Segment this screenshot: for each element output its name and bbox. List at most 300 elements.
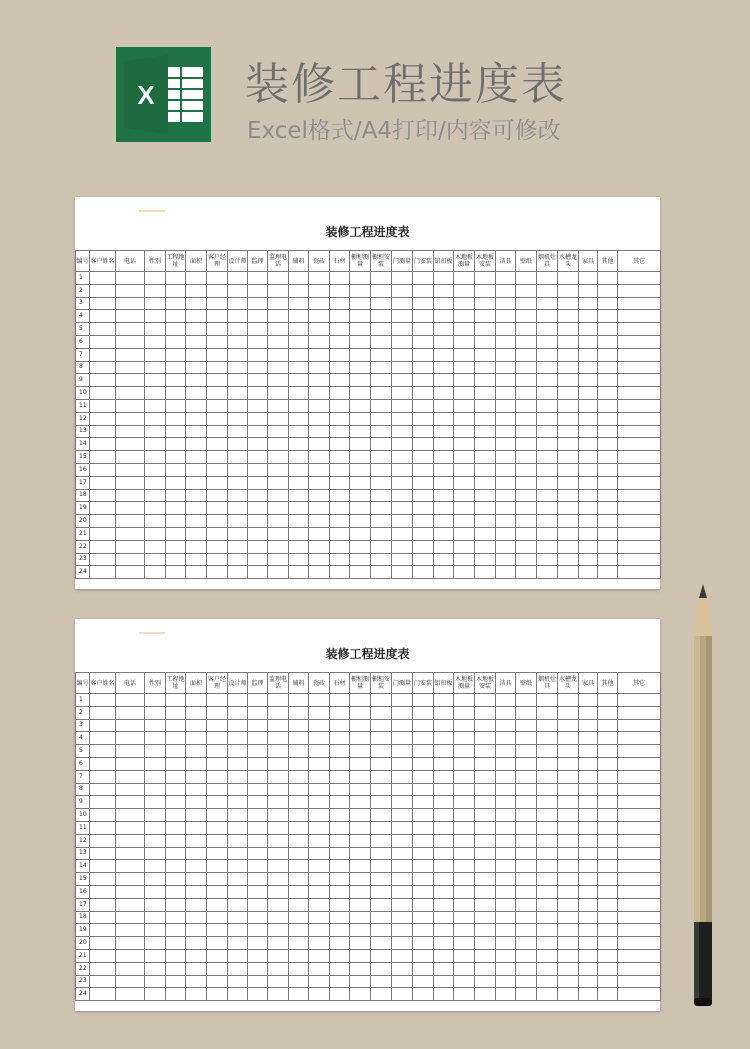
table-cell <box>330 515 350 528</box>
table-cell <box>413 847 434 860</box>
table-cell <box>434 719 454 732</box>
table-cell <box>268 451 289 464</box>
table-cell <box>90 834 116 847</box>
table-cell <box>475 821 496 834</box>
column-header: 客户经理 <box>207 251 228 272</box>
table-cell <box>207 502 228 515</box>
table-cell <box>116 284 145 297</box>
table-cell <box>350 399 371 412</box>
column-header: 橱柜测量 <box>350 673 371 694</box>
table-cell <box>350 272 371 285</box>
table-cell <box>496 745 516 758</box>
table-cell <box>413 937 434 950</box>
table-cell <box>116 706 145 719</box>
table-cell <box>558 399 579 412</box>
table-cell <box>350 553 371 566</box>
table-cell <box>248 438 268 451</box>
table-cell <box>598 297 618 310</box>
table-cell <box>579 310 598 323</box>
table-cell <box>454 898 475 911</box>
table-cell <box>207 745 228 758</box>
table-cell <box>268 284 289 297</box>
table-cell <box>186 476 207 489</box>
table-cell <box>371 911 392 924</box>
table-cell <box>371 348 392 361</box>
table-cell <box>309 425 330 438</box>
table-cell <box>289 476 309 489</box>
table-cell <box>268 438 289 451</box>
table-cell <box>207 553 228 566</box>
table-cell <box>145 540 166 553</box>
row-number: 14 <box>76 438 90 451</box>
table-row <box>76 796 661 809</box>
table-cell <box>90 719 116 732</box>
table-cell <box>454 694 475 707</box>
table-cell <box>350 515 371 528</box>
table-cell <box>618 566 661 579</box>
table-cell <box>579 949 598 962</box>
table-cell <box>268 412 289 425</box>
table-cell <box>186 412 207 425</box>
table-cell <box>371 310 392 323</box>
table-cell <box>496 323 516 336</box>
table-row <box>76 706 661 719</box>
table-cell <box>268 425 289 438</box>
table-cell <box>579 937 598 950</box>
table-cell <box>268 847 289 860</box>
row-number: 22 <box>76 540 90 553</box>
table-cell <box>475 348 496 361</box>
table-row <box>76 438 661 451</box>
table-cell <box>145 284 166 297</box>
table-cell <box>537 745 558 758</box>
table-cell <box>537 898 558 911</box>
table-cell <box>496 873 516 886</box>
table-cell <box>454 284 475 297</box>
table-cell <box>516 284 537 297</box>
table-cell <box>90 924 116 937</box>
table-cell <box>289 399 309 412</box>
table-cell <box>558 924 579 937</box>
table-cell <box>516 553 537 566</box>
table-cell <box>309 323 330 336</box>
table-cell <box>268 719 289 732</box>
table-cell <box>116 809 145 822</box>
table-cell <box>537 489 558 502</box>
table-cell <box>248 834 268 847</box>
column-header: 性别 <box>145 251 166 272</box>
table-cell <box>434 323 454 336</box>
table-cell <box>434 783 454 796</box>
table-cell <box>598 898 618 911</box>
table-cell <box>330 438 350 451</box>
table-cell <box>392 553 413 566</box>
table-cell <box>496 540 516 553</box>
table-cell <box>330 757 350 770</box>
table-cell <box>618 399 661 412</box>
table-cell <box>330 694 350 707</box>
table-cell <box>537 988 558 1001</box>
table-cell <box>248 489 268 502</box>
table-row <box>76 962 661 975</box>
table-cell <box>228 374 248 387</box>
table-cell <box>434 399 454 412</box>
table-cell <box>454 745 475 758</box>
table-cell <box>350 732 371 745</box>
table-cell <box>454 821 475 834</box>
table-cell <box>186 821 207 834</box>
row-number: 13 <box>76 425 90 438</box>
table-cell <box>248 476 268 489</box>
table-cell <box>309 988 330 1001</box>
table-cell <box>186 873 207 886</box>
table-cell <box>289 323 309 336</box>
table-cell <box>90 975 116 988</box>
table-cell <box>516 310 537 323</box>
table-cell <box>248 975 268 988</box>
table-row <box>76 834 661 847</box>
table-cell <box>413 335 434 348</box>
table-cell <box>145 297 166 310</box>
table-cell <box>289 745 309 758</box>
table-cell <box>116 527 145 540</box>
table-cell <box>558 489 579 502</box>
column-header: 石材 <box>330 251 350 272</box>
table-cell <box>330 272 350 285</box>
table-cell <box>475 988 496 1001</box>
table-cell <box>516 873 537 886</box>
table-cell <box>207 719 228 732</box>
table-cell <box>248 706 268 719</box>
table-cell <box>496 796 516 809</box>
row-number: 10 <box>76 809 90 822</box>
table-row <box>76 745 661 758</box>
table-cell <box>598 272 618 285</box>
table-cell <box>330 719 350 732</box>
table-cell <box>289 361 309 374</box>
table-cell <box>289 272 309 285</box>
table-cell <box>207 399 228 412</box>
table-cell <box>145 706 166 719</box>
table-cell <box>309 949 330 962</box>
column-header: 水槽龙头 <box>558 673 579 694</box>
table-cell <box>350 745 371 758</box>
column-header: 橱柜安装 <box>371 673 392 694</box>
table-cell <box>558 412 579 425</box>
table-cell <box>579 502 598 515</box>
table-cell <box>496 770 516 783</box>
table-cell <box>558 975 579 988</box>
column-header: 瓷砖 <box>309 673 330 694</box>
table-cell <box>166 757 186 770</box>
table-cell <box>434 847 454 860</box>
table-cell <box>248 988 268 1001</box>
table-cell <box>166 310 186 323</box>
table-cell <box>228 834 248 847</box>
table-cell <box>475 898 496 911</box>
table-cell <box>392 796 413 809</box>
table-cell <box>434 502 454 515</box>
table-cell <box>371 387 392 400</box>
table-cell <box>350 873 371 886</box>
table-cell <box>392 476 413 489</box>
table-cell <box>116 975 145 988</box>
table-cell <box>516 757 537 770</box>
table-cell <box>413 757 434 770</box>
table-cell <box>268 860 289 873</box>
table-cell <box>166 476 186 489</box>
table-cell <box>618 425 661 438</box>
column-header: 家具 <box>579 251 598 272</box>
column-header: 电话 <box>116 673 145 694</box>
table-cell <box>618 757 661 770</box>
table-cell <box>248 374 268 387</box>
table-cell <box>228 975 248 988</box>
table-cell <box>434 949 454 962</box>
table-cell <box>558 348 579 361</box>
table-cell <box>558 885 579 898</box>
table-cell <box>618 975 661 988</box>
table-cell <box>166 284 186 297</box>
table-cell <box>598 438 618 451</box>
column-header: 木地板安装 <box>475 673 496 694</box>
table-cell <box>90 821 116 834</box>
table-cell <box>516 335 537 348</box>
table-cell <box>330 489 350 502</box>
table-cell <box>537 873 558 886</box>
row-number: 11 <box>76 821 90 834</box>
table-cell <box>598 783 618 796</box>
table-row <box>76 515 661 528</box>
table-cell <box>413 706 434 719</box>
table-cell <box>413 387 434 400</box>
table-cell <box>618 783 661 796</box>
table-cell <box>371 540 392 553</box>
table-cell <box>350 348 371 361</box>
table-cell <box>309 847 330 860</box>
table-cell <box>413 451 434 464</box>
table-cell <box>537 911 558 924</box>
table-cell <box>289 438 309 451</box>
table-cell <box>475 463 496 476</box>
table-cell <box>392 515 413 528</box>
table-cell <box>454 873 475 886</box>
table-cell <box>228 412 248 425</box>
table-cell <box>248 796 268 809</box>
table-cell <box>309 937 330 950</box>
table-cell <box>392 387 413 400</box>
table-cell <box>516 937 537 950</box>
table-cell <box>289 732 309 745</box>
table-cell <box>537 937 558 950</box>
column-header: 监理电话 <box>268 251 289 272</box>
table-cell <box>90 451 116 464</box>
table-cell <box>579 463 598 476</box>
table-cell <box>228 553 248 566</box>
table-cell <box>475 425 496 438</box>
table-cell <box>186 553 207 566</box>
table-cell <box>475 310 496 323</box>
table-cell <box>579 809 598 822</box>
table-cell <box>228 272 248 285</box>
row-number: 6 <box>76 757 90 770</box>
table-cell <box>618 821 661 834</box>
row-number: 7 <box>76 348 90 361</box>
row-number: 24 <box>76 566 90 579</box>
table-cell <box>207 821 228 834</box>
table-cell <box>371 860 392 873</box>
row-number: 23 <box>76 553 90 566</box>
table-cell <box>618 809 661 822</box>
table-cell <box>330 323 350 336</box>
table-cell <box>475 540 496 553</box>
table-cell <box>516 732 537 745</box>
table-cell <box>598 387 618 400</box>
table-cell <box>558 527 579 540</box>
table-cell <box>145 847 166 860</box>
row-number: 3 <box>76 719 90 732</box>
table-cell <box>618 463 661 476</box>
table-cell <box>268 949 289 962</box>
table-cell <box>248 527 268 540</box>
table-cell <box>350 374 371 387</box>
table-cell <box>145 783 166 796</box>
table-cell <box>434 809 454 822</box>
table-cell <box>579 821 598 834</box>
table-cell <box>516 272 537 285</box>
table-cell <box>413 745 434 758</box>
table-cell <box>618 284 661 297</box>
table-cell <box>537 706 558 719</box>
column-header: 石材 <box>330 673 350 694</box>
table-cell <box>248 451 268 464</box>
table-cell <box>228 809 248 822</box>
table-cell <box>350 335 371 348</box>
table-cell <box>454 860 475 873</box>
table-cell <box>330 885 350 898</box>
table-cell <box>516 463 537 476</box>
table-cell <box>186 438 207 451</box>
table-cell <box>207 962 228 975</box>
table-cell <box>186 451 207 464</box>
table-cell <box>268 821 289 834</box>
table-cell <box>537 719 558 732</box>
table-row <box>76 297 661 310</box>
table-cell <box>537 566 558 579</box>
table-cell <box>90 988 116 1001</box>
table-cell <box>145 438 166 451</box>
table-cell <box>598 412 618 425</box>
table-cell <box>434 860 454 873</box>
table-cell <box>618 361 661 374</box>
table-cell <box>350 412 371 425</box>
table-cell <box>454 323 475 336</box>
table-cell <box>537 412 558 425</box>
table-cell <box>309 834 330 847</box>
table-cell <box>371 335 392 348</box>
table-cell <box>496 694 516 707</box>
table-cell <box>516 323 537 336</box>
table-cell <box>186 272 207 285</box>
table-cell <box>516 374 537 387</box>
table-cell <box>350 885 371 898</box>
table-cell <box>434 873 454 886</box>
table-cell <box>145 272 166 285</box>
table-cell <box>309 783 330 796</box>
row-number: 6 <box>76 335 90 348</box>
table-cell <box>289 821 309 834</box>
table-cell <box>579 706 598 719</box>
table-cell <box>516 809 537 822</box>
table-cell <box>145 463 166 476</box>
progress-table <box>75 672 661 1001</box>
table-cell <box>618 323 661 336</box>
table-cell <box>145 451 166 464</box>
table-cell <box>166 847 186 860</box>
column-header: 门安装 <box>413 673 434 694</box>
table-cell <box>248 770 268 783</box>
table-cell <box>475 694 496 707</box>
table-cell <box>268 540 289 553</box>
table-cell <box>186 566 207 579</box>
table-cell <box>454 335 475 348</box>
table-cell <box>413 796 434 809</box>
table-row <box>76 527 661 540</box>
table-cell <box>434 911 454 924</box>
table-cell <box>475 975 496 988</box>
table-cell <box>90 745 116 758</box>
table-cell <box>268 796 289 809</box>
table-cell <box>248 745 268 758</box>
table-cell <box>330 770 350 783</box>
table-cell <box>207 540 228 553</box>
table-row <box>76 937 661 950</box>
table-cell <box>289 694 309 707</box>
table-cell <box>516 975 537 988</box>
table-cell <box>618 732 661 745</box>
table-cell <box>350 757 371 770</box>
table-cell <box>579 732 598 745</box>
table-cell <box>228 387 248 400</box>
table-cell <box>289 885 309 898</box>
table-cell <box>228 566 248 579</box>
table-cell <box>537 297 558 310</box>
table-cell <box>145 527 166 540</box>
table-cell <box>248 873 268 886</box>
table-cell <box>207 732 228 745</box>
table-cell <box>413 566 434 579</box>
table-cell <box>289 847 309 860</box>
table-cell <box>289 489 309 502</box>
table-cell <box>558 796 579 809</box>
table-cell <box>434 451 454 464</box>
table-row <box>76 502 661 515</box>
table-cell <box>413 924 434 937</box>
table-cell <box>496 757 516 770</box>
table-cell <box>496 834 516 847</box>
table-cell <box>618 745 661 758</box>
table-cell <box>350 796 371 809</box>
table-cell <box>475 783 496 796</box>
table-cell <box>392 425 413 438</box>
table-cell <box>268 476 289 489</box>
table-cell <box>228 924 248 937</box>
table-cell <box>537 463 558 476</box>
table-cell <box>116 873 145 886</box>
table-cell <box>350 489 371 502</box>
table-cell <box>268 975 289 988</box>
table-row <box>76 272 661 285</box>
